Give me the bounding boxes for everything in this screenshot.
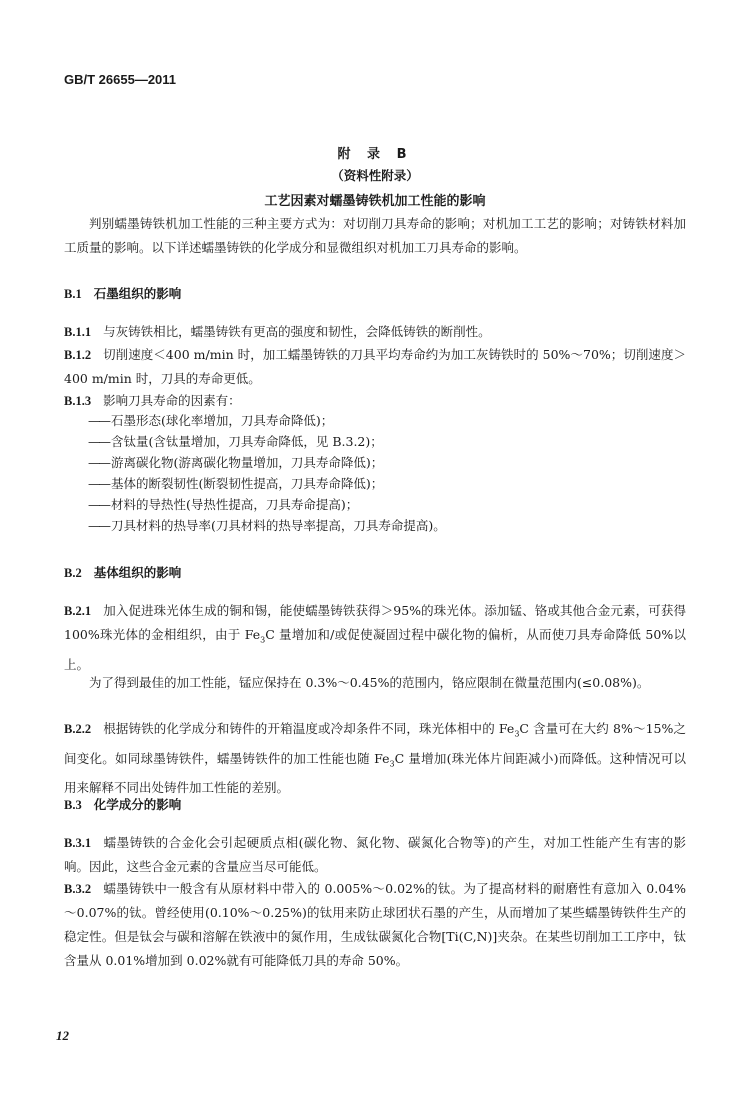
list-item: —— 游离碳化物(游离碳化物量增加，刀具寿命降低)；: [88, 452, 688, 473]
page-number: 12: [56, 1028, 69, 1043]
standard-code: GB/T 26655—2011: [64, 72, 177, 87]
subscript: 3: [389, 759, 395, 768]
section-number: B.1: [64, 287, 82, 301]
section-number: B.2: [64, 566, 82, 580]
clause-number: B.3.2: [64, 882, 92, 896]
clause-text: C 量增加和/或促使凝固过程中碳化物的偏析，从而使刀具寿命降低 50%以上。: [64, 627, 686, 672]
list-item: —— 基体的断裂韧性(断裂韧性提高，刀具寿命降低)；: [88, 473, 688, 494]
list-item: —— 材料的导热性(导热性提高，刀具寿命提高)；: [88, 494, 688, 515]
list-item: —— 刀具材料的热导率(刀具材料的热导率提高，刀具寿命提高)。: [88, 515, 688, 536]
clause-text: 根据铸铁的化学成分和铸件的开箱温度或冷却条件不同，珠光体相中的 Fe: [103, 721, 515, 736]
clause-b1-2: [64, 343, 686, 391]
clause-number: B.1.3: [64, 394, 92, 408]
clause-text: 与灰铸铁相比，蠕墨铸铁有更高的强度和韧性，会降低铸铁的断削性。: [103, 324, 491, 339]
section-title: 化学成分的影响: [93, 797, 182, 812]
clause-b2-1-note: 为了得到最佳的加工性能，锰应保持在 0.3%～0.45%的范围内，铬应限制在微量范围内(≤0.08%)。: [89, 675, 650, 690]
clause-b2-1: [64, 599, 686, 677]
clause-number: B.2.1: [64, 604, 92, 618]
clause-text: 蠕墨铸铁中一般含有从原材料中带入的 0.005%～0.02%的钛。为了提高材料的耐磨性有意加入 0.04%～0.07%的钛。曾经使用(0.10%～0.25%)的钛用来防止球团状石墨的产生，从而增加了某些蠕墨铸铁件生产的稳定性。但是钛会与碳和溶解在铁液中的氮作用，生成钛碳氮化合物[Ti(C,N)]夹杂。在某些切削加工工序中，钛含量从 0.01%增加到 0.02%就有可能降低刀具的寿命 50%。: [64, 881, 686, 968]
clause-b3-2: [64, 877, 686, 973]
section-heading-b3: [64, 795, 181, 813]
clause-text: C 量增加(珠光体片间距减小)而降低。这种情况可以用来解释不同出处铸件加工性能的差别。: [64, 750, 686, 795]
clause-text: 切削速度＜400 m/min 时，加工蠕墨铸铁的刀具平均寿命约为加工灰铸铁时的 50%～70%；切削速度＞400 m/min 时，刀具的寿命更低。: [64, 347, 686, 386]
factor-list: [88, 410, 688, 536]
clause-number: B.2.2: [64, 722, 92, 736]
subscript: 3: [260, 635, 266, 645]
clause-text: 影响刀具寿命的因素有：: [103, 393, 241, 408]
intro-paragraph: 判别蠕墨铸铁机加工性能的三种主要方式为：对切削刀具寿命的影响；对机加工工艺的影响；对铸铁材料加工质量的影响。以下详述蠕墨铸铁的化学成分和显微组织对机加工刀具寿命的影响。: [64, 216, 686, 255]
appendix-subtitle: （资料性附录）: [331, 168, 419, 183]
section-title: 基体组织的影响: [93, 565, 182, 580]
appendix-heading: 工艺因素对蠕墨铸铁机加工性能的影响: [264, 194, 486, 209]
section-heading-b1: [64, 284, 181, 302]
clause-b3-1: [64, 831, 686, 879]
clause-number: B.1.1: [64, 325, 92, 339]
clause-number: B.3.1: [64, 836, 92, 850]
list-item: —— 含钛量(含钛量增加，刀具寿命降低，见 B.3.2)；: [88, 431, 688, 452]
clause-text: 加入促进珠光体生成的铜和锡，能使蠕墨铸铁获得＞95%的珠光体。添加锰、铬或其他合金元素，可获得 100%珠光体的金相组织，由于 Fe: [64, 603, 686, 642]
section-title: 石墨组织的影响: [93, 286, 182, 301]
clause-b1-1: [64, 320, 686, 344]
list-item: —— 石墨形态(球化率增加，刀具寿命降低)；: [88, 410, 688, 431]
clause-text: C 含量可在大约 8%～15%之间变化。如同球墨铸铁件，蠕墨铸铁件的加工性能也随 Fe: [64, 721, 687, 766]
clause-number: B.1.2: [64, 348, 92, 362]
section-number: B.3: [64, 798, 82, 812]
subscript: 3: [514, 729, 520, 739]
clause-b2-2: [64, 717, 686, 800]
section-heading-b2: [64, 563, 181, 581]
clause-text: 蠕墨铸铁的合金化会引起硬质点相(碳化物、氮化物、碳氮化合物等)的产生，对加工性能产生有害的影响。因此，这些合金元素的含量应当尽可能低。: [64, 835, 686, 874]
appendix-title: 附 录 B: [337, 147, 413, 162]
